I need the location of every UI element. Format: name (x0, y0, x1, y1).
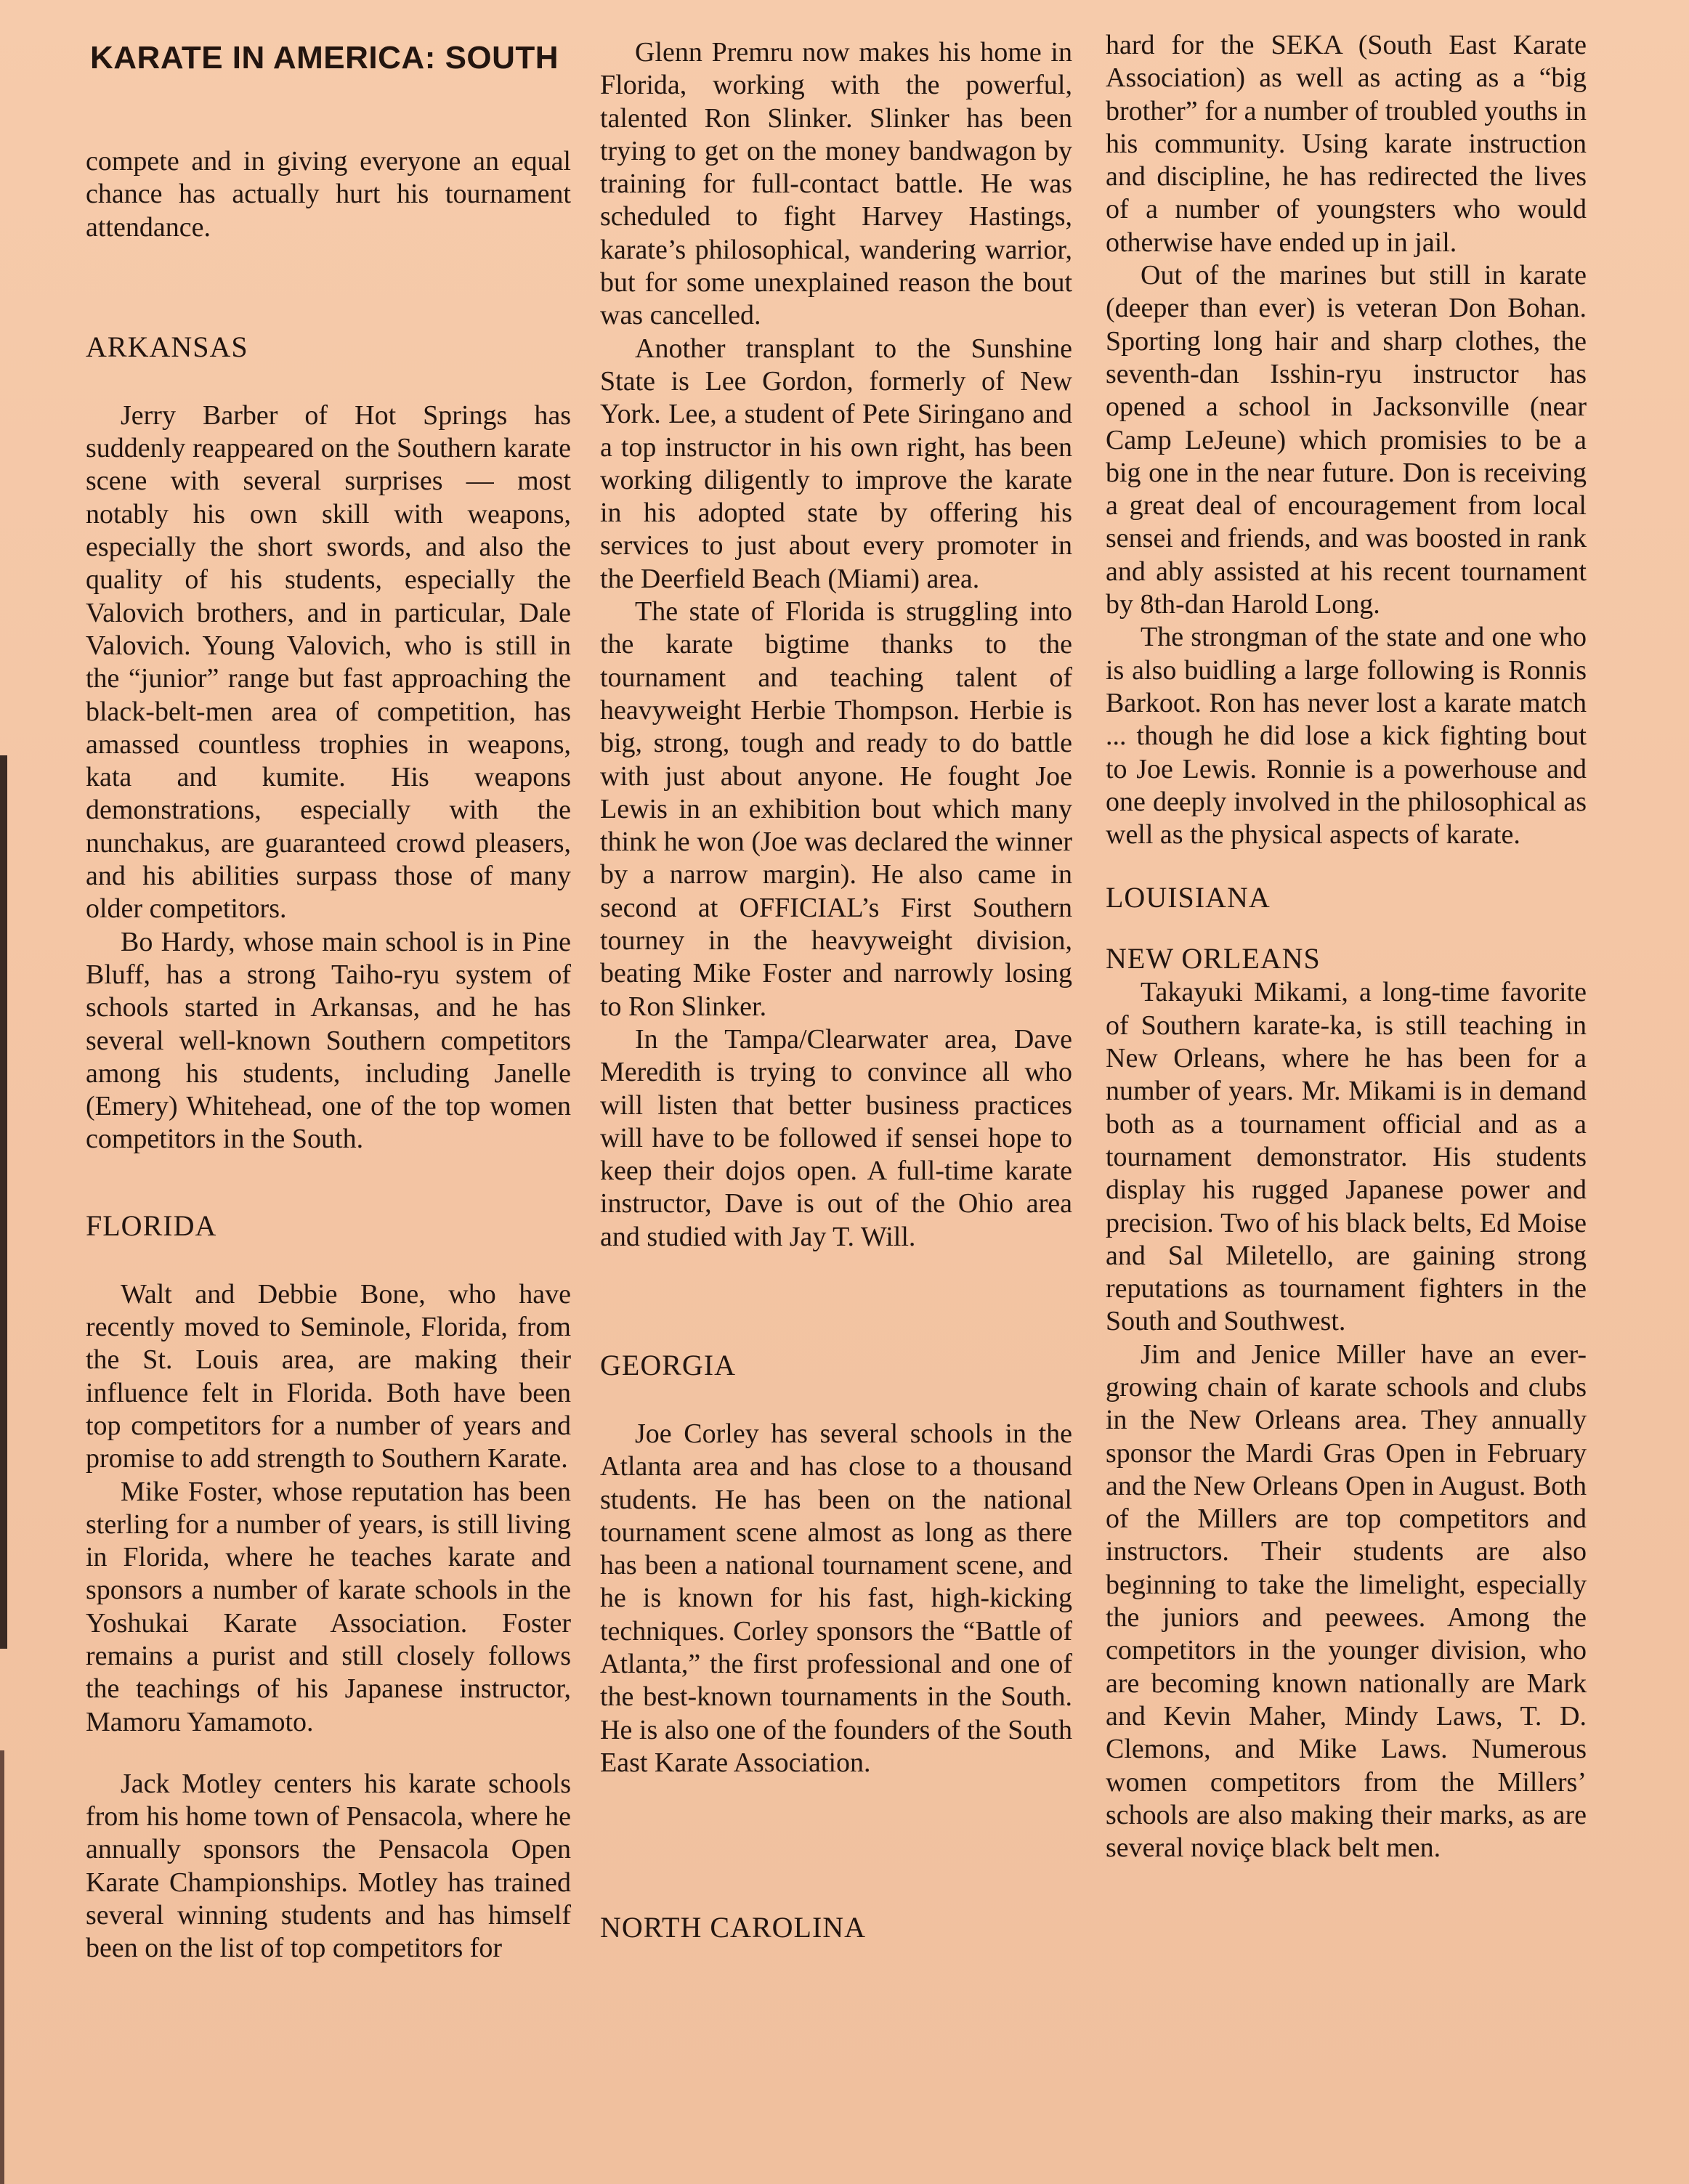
paragraph: In the Tampa/Clearwater area, Dave Meredith is trying to convince all who will listen that better business practices will have to be followed if sensei hope to keep their dojos open. A full-time karate instructor, Dave is out of the Ohio area and studied with Jay T. Will. (600, 1023, 1072, 1252)
paragraph: hard for the SEKA (South East Karate Association) as well as acting as a “big brother” for a number of troubled youths in his community. Using karate instruction and discipline, he has redirected the lives of a number of youngsters who would otherwise have ended up in jail. (1106, 30, 1587, 258)
paragraph: Another transplant to the Sunshine State is Lee Gordon, formerly of New York. Lee, a student of Pete Siringano and a top instructor in his own right, has been working diligently to improve the karate in his adopted state by offering his services to just about every promoter in the Deerfield Beach (Miami) area. (600, 333, 1072, 594)
paragraph: Bo Hardy, whose main school is in Pine Bluff, has a strong Taiho-ryu system of schools started in Arkansas, and he has several well-known Southern competitors among his students, including Janelle (Emery) Whitehead, one of the top women competitors in the South. (86, 926, 571, 1155)
column-2 (600, 36, 1072, 1945)
column-3 (1106, 29, 1587, 1864)
section-heading-louisiana: LOUISIANA (1106, 881, 1271, 914)
paragraph: The strongman of the state and one who is also buidling a large following is Ronnis Barkoot. Ron has never lost a karate match ... though he did lose a kick fighting bout to Joe Lewis. Ronnie is a powerhouse and one deeply involved in the philosophical as well as the physical aspects of karate. (1106, 622, 1587, 851)
paragraph: Jim and Jenice Miller have an ever-growing chain of karate schools and clubs in the New Orleans area. They annually sponsor the Mardi Gras Open in February and the New Orleans Open in August. Both of the Millers are top competitors and instructors. Their students are also beginning to take the limelight, especially the juniors and peewees. Among the competitors in the younger division, who are becoming known nationally are Mark and Kevin Maher, Mindy Laws, T. D. Clemons, and Mike Laws. Numerous women competitors from the Millers’ schools are also making their marks, as are several noviçe black belt men. (1106, 1339, 1587, 1864)
subheading-new-orleans: NEW ORLEANS (1106, 942, 1321, 975)
binding-edge (0, 755, 7, 1649)
paragraph: Jerry Barber of Hot Springs has suddenly reappeared on the Southern karate scene with several surprises — most notably his own skill with weapons, especially the short swords, and also the quality of his students, especially the Valovich brothers, and in particular, Dale Valovich. Young Valovich, who is still in the “junior” range but fast approaching the black-belt-men area of competition, has amassed countless trophies in weapons, kata and kumite. His weapons demonstrations, especially with the nunchakus, are guaranteed crowd pleasers, and his abilities surpass those of many older competitors. (86, 399, 571, 925)
paragraph: Glenn Premru now makes his home in Florida, working with the powerful, talented Ron Slinker. Slinker has been trying to get on the money bandwagon by training for full-contact battle. He was scheduled to fight Harvey Hastings, karate’s philosophical, wandering warrior, but for some unexplained reason the bout was cancelled. (600, 37, 1072, 331)
section-heading-georgia: GEORGIA (600, 1348, 736, 1381)
paragraph: Joe Corley has several schools in the Atlanta area and has close to a thousand students. He has been on the national tournament scene almost as long as there has been a national tournament scene, and he is known for his fast, high-kicking techniques. Corley sponsors the “Battle of Atlanta,” the first professional and one of the best-known tournaments in the South. He is also one of the founders of the South East Karate Association. (600, 1418, 1072, 1778)
paragraph: compete and in giving everyone an equal chance has actually hurt his tournament attendance. (86, 146, 571, 243)
section-heading-north-carolina: NORTH CAROLINA (600, 1911, 867, 1944)
column-1 (86, 145, 571, 1965)
paragraph: The state of Florida is struggling into the karate bigtime thanks to the tournament and teaching talent of heavyweight Herbie Thompson. Herbie is big, strong, tough and ready to do battle with just about anyone. He fought Joe Lewis in an exhibition bout which many think he won (Joe was declared the winner by a narrow margin). He also came in second at OFFICIAL’s First Southern tourney in the heavyweight division, beating Mike Foster and narrowly losing to Ron Slinker. (600, 596, 1072, 1022)
binding-edge-lower (0, 1750, 4, 2184)
section-heading-florida: FLORIDA (86, 1209, 217, 1242)
paragraph: Out of the marines but still in karate (deeper than ever) is veteran Don Bohan. Sporting long hair and sharp clothes, the seventh-dan Isshin-ryu instructor has opened a school in Jacksonville (near Camp LeJeune) which promisies to be a big one in the near future. Don is receiving a great deal of encouragement from local sensei and friends, and was boosted in rank and ably assisted at his recent tournament by 8th-dan Harold Long. (1106, 260, 1587, 620)
paragraph: Mike Foster, whose reputation has been sterling for a number of years, is still living in Florida, where he teaches karate and sponsors a number of karate schools in the Yoshukai Karate Association. Foster remains a purist and still closely follows the teachings of his Japanese instructor, Mamoru Yamamoto. (86, 1476, 571, 1737)
paragraph: Walt and Debbie Bone, who have recently moved to Seminole, Florida, from the St. Louis area, are making their influence felt in Florida. Both have been top competitors for a number of years and promise to add strength to Southern Karate. (86, 1278, 571, 1474)
paragraph: Takayuki Mikami, a long-time favorite of Southern karate-ka, is still teaching in New Orleans, where he has been for a number of years. Mr. Mikami is in demand both as a tournament official and as a tournament demonstrator. His students display his rugged Japanese power and precision. Two of his black belts, Ed Moise and Sal Miletello, are gaining strong reputations as tournament fighters in the South and Southwest. (1106, 977, 1587, 1337)
paragraph: Jack Motley centers his karate schools from his home town of Pensacola, where he annually sponsors the Pensacola Open Karate Championships. Motley has trained several winning students and has himself been on the list of top competitors for (86, 1768, 571, 1964)
running-head: KARATE IN AMERICA: SOUTH (90, 40, 559, 76)
section-heading-arkansas: ARKANSAS (86, 330, 248, 363)
